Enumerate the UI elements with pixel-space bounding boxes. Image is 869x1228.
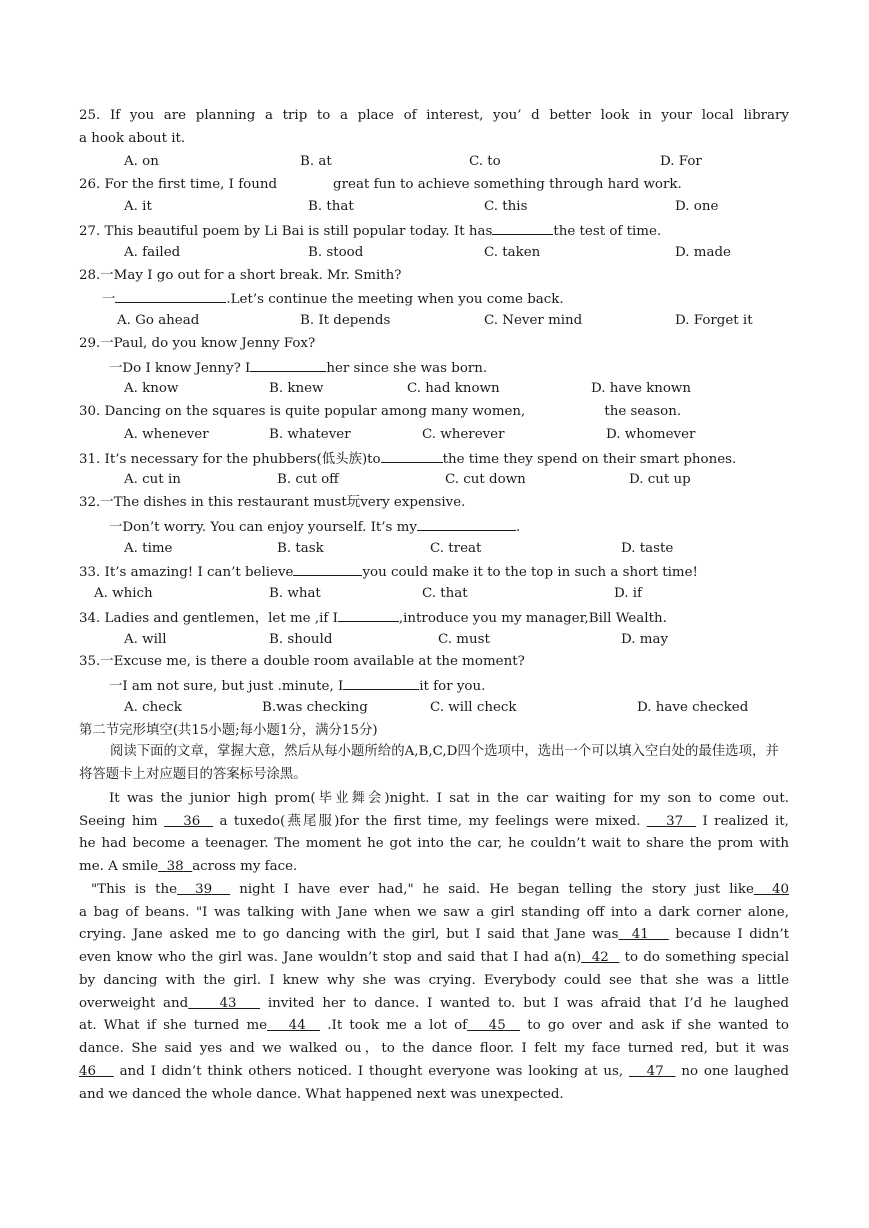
q28-option-a: A. Go ahead [117, 313, 200, 328]
blank-40: 40 [771, 882, 789, 897]
passage-line-3: he had become a teenager. The moment he got into the car, he couldn’t wait to share the prom with [79, 836, 789, 851]
q25-option-d: D. For [660, 154, 702, 169]
passage-text: night I have ever had," he said. He began telling the story just like [239, 882, 754, 897]
passage-line-7b [79, 925, 789, 945]
q27-stem-b: the test of time. [553, 224, 662, 239]
q25-option-b: B. at [300, 154, 332, 169]
q33-option-a: A. which [94, 586, 153, 601]
q30-stem-b: the season. [604, 404, 682, 419]
q33-option-d: D. if [614, 586, 643, 601]
q27-option-a: A. failed [124, 245, 181, 260]
blank-44: 44 [288, 1018, 306, 1033]
passage-text: no one laughed [681, 1064, 790, 1079]
q35-option-d: D. have checked [637, 700, 749, 715]
passage-line-8 [79, 948, 789, 968]
q31-stem [79, 448, 736, 468]
blank-43: 43 [219, 996, 237, 1011]
q29-option-d: D. have known [591, 381, 692, 396]
q33-stem-a: 33. It’s amazing! I can’t believe [79, 565, 294, 580]
passage-text: "This is the [91, 882, 178, 897]
passage-text: Seeing him [79, 814, 158, 829]
passage-text: even know who the girl was. Jane wouldn’t stop and said that I had a(n) [79, 950, 582, 965]
q29-blank [250, 357, 326, 372]
q29-stem: 29.一Paul, do you know Jenny Fox? [79, 336, 316, 351]
q32-option-b: B. task [277, 541, 324, 556]
passage-line-9: by dancing with the girl. I knew why she was crying. Everybody could see that she was a little [79, 973, 789, 988]
q28-option-c: C. Never mind [484, 313, 583, 328]
q27-stem-a: 27. This beautiful poem by Li Bai is still popular today. It has [79, 224, 493, 239]
passage-text: because I didn’t [675, 927, 789, 942]
q31-option-c: C. cut down [445, 472, 526, 487]
q27-option-c: C. taken [484, 245, 541, 260]
blank-37: 37 [666, 814, 684, 829]
blank-46: 46 [79, 1064, 97, 1079]
q31-stem-b: the time they spend on their smart phones. [442, 452, 737, 467]
passage-line-14: and we danced the whole dance. What happened next was unexpected. [79, 1087, 564, 1102]
q26-stem-a: 26. For the first time, I found [79, 177, 278, 192]
section-instruction: 阅读下面的文章，掌握大意，然后从每小题所给的A,B,C,D四个选项中，选出一个可以填入空白处的最佳选项，并将答题卡上对应题目的答案标号涂黑。 [79, 744, 779, 782]
q29-option-c: C. had known [407, 381, 500, 396]
q29-reply [109, 357, 487, 377]
q29-option-b: B. knew [269, 381, 324, 396]
q32-reply [109, 516, 520, 536]
q31-option-a: A. cut in [124, 472, 181, 487]
q34-blank [338, 607, 399, 622]
q27-option-d: D. made [675, 245, 731, 260]
q30-stem-a: 30. Dancing on the squares is quite popular among many women, [79, 404, 526, 419]
q28-stem: 28.一May I go out for a short break. Mr. Smith? [79, 268, 402, 283]
q33-blank [293, 561, 362, 576]
q32-reply-b: . [515, 520, 521, 535]
passage-line-4 [79, 857, 297, 877]
q31-stem-a: 31. It’s necessary for the phubbers(低头族)to [79, 452, 381, 467]
q35-blank [343, 675, 419, 690]
passage-line-12: dance. She said yes and we walked ou，to the dance floor. I felt my face turned red, but it was [79, 1041, 789, 1056]
q34-stem-a: 34. Ladies and gentlemen，let me ,if I [79, 611, 338, 626]
q26-option-a: A. it [124, 199, 152, 214]
q35-reply [109, 675, 485, 695]
q28-reply-text: .Let’s continue the meeting when you come back. [226, 292, 564, 307]
q26-option-c: C. this [484, 199, 528, 214]
q30-option-b: B. whatever [269, 427, 351, 442]
blank-42: 42 [591, 950, 609, 965]
q35-reply-a: 一I am not sure, but just .minute, I [109, 679, 344, 694]
q26-stem [79, 175, 682, 195]
q35-option-b: B.was checking [262, 700, 368, 715]
q29-reply-a: 一Do I know Jenny? I [109, 361, 251, 376]
passage-text: to do something special [624, 950, 790, 965]
passage-line-11 [79, 1016, 789, 1036]
q34-option-d: D. may [621, 632, 669, 647]
q32-option-a: A. time [124, 541, 173, 556]
blank-38: 38 [166, 859, 184, 874]
q25-stem-cont: a hook about it. [79, 131, 186, 146]
passage-line-5 [91, 880, 789, 900]
q33-option-b: B. what [269, 586, 321, 601]
q33-stem [79, 561, 698, 581]
q25-stem: 25. If you are planning a trip to a place of interest, you’ d better look in your local library [79, 108, 789, 123]
passage-text: me. A smile [79, 859, 159, 874]
q35-option-c: C. will check [430, 700, 517, 715]
q29-reply-b: her since she was born. [326, 361, 488, 376]
q32-option-d: D. taste [621, 541, 674, 556]
q28-dash: 一 [102, 292, 116, 307]
q30-option-d: D. whomever [606, 427, 696, 442]
q34-option-b: B. should [269, 632, 333, 647]
q32-blank [417, 516, 516, 531]
q25-option-c: C. to [469, 154, 501, 169]
q26-option-b: B. that [308, 199, 354, 214]
q30-option-a: A. whenever [124, 427, 209, 442]
passage-text: at. What if she turned me [79, 1018, 268, 1033]
q33-option-c: C. that [422, 586, 468, 601]
q27-stem [79, 220, 661, 240]
section-heading: 第二节完形填空(共15小题;每小题1分，满分15分) [79, 723, 378, 738]
q25-option-a: A. on [124, 154, 159, 169]
q34-option-c: C. must [438, 632, 490, 647]
passage-text: invited her to dance. I wanted to. but I was afraid that I’d he laughed [267, 996, 789, 1011]
q33-stem-b: you could make it to the top in such a short time! [362, 565, 698, 580]
q27-option-b: B. stood [308, 245, 364, 260]
q32-option-c: C. treat [430, 541, 482, 556]
passage-text: a tuxedo(燕尾服)for the first time, my feelings were mixed. [219, 814, 641, 829]
passage-line-1: It was the junior high prom(毕业舞会)night. I sat in the car waiting for my son to come out. [109, 791, 789, 806]
q32-stem: 32.一The dishes in this restaurant must玩very expensive. [79, 495, 466, 510]
passage-text: across my face. [192, 859, 298, 874]
blank-41: 41 [631, 927, 649, 942]
q34-option-a: A. will [124, 632, 167, 647]
q30-stem [79, 402, 681, 422]
q31-blank [381, 448, 443, 463]
passage-line-10 [79, 994, 789, 1014]
q28-option-d: D. Forget it [675, 313, 753, 328]
q32-reply-a: 一Don’t worry. You can enjoy yourself. It’s my [109, 520, 417, 535]
passage-text: to go over and ask if she wanted to [527, 1018, 789, 1033]
passage-text: and I didn’t think others noticed. I thought everyone was looking at us, [119, 1064, 624, 1079]
passage-text: crying. Jane asked me to go dancing with the girl, but I said that Jane was [79, 927, 619, 942]
blank-36: 36 [183, 814, 201, 829]
blank-47: 47 [646, 1064, 664, 1079]
q35-stem: 35.一Excuse me, is there a double room available at the moment? [79, 654, 525, 669]
q29-option-a: A. know [124, 381, 179, 396]
q27-blank [492, 220, 553, 235]
q30-option-c: C. wherever [422, 427, 505, 442]
q28-reply [102, 288, 564, 308]
q26-stem-b: great fun to achieve something through hard work. [333, 177, 682, 192]
q26-option-d: D. one [675, 199, 719, 214]
q28-blank [115, 288, 226, 303]
q34-stem-b: ,introduce you my manager,Bill Wealth. [398, 611, 667, 626]
q28-option-b: B. It depends [300, 313, 391, 328]
blank-39: 39 [195, 882, 213, 897]
passage-line-2 [79, 812, 789, 832]
blank-45: 45 [488, 1018, 506, 1033]
passage-text: overweight and [79, 996, 189, 1011]
passage-line-6: a bag of beans. "I was talking with Jane when we saw a girl standing off into a dark corner alone, [79, 905, 789, 920]
q35-option-a: A. check [124, 700, 182, 715]
passage-text: .It took me a lot of [327, 1018, 468, 1033]
q34-stem [79, 607, 667, 627]
passage-text: I realized it, [702, 814, 789, 829]
q35-reply-b: it for you. [419, 679, 486, 694]
passage-line-13 [79, 1062, 789, 1082]
q31-option-d: D. cut up [629, 472, 691, 487]
q31-option-b: B. cut off [277, 472, 339, 487]
